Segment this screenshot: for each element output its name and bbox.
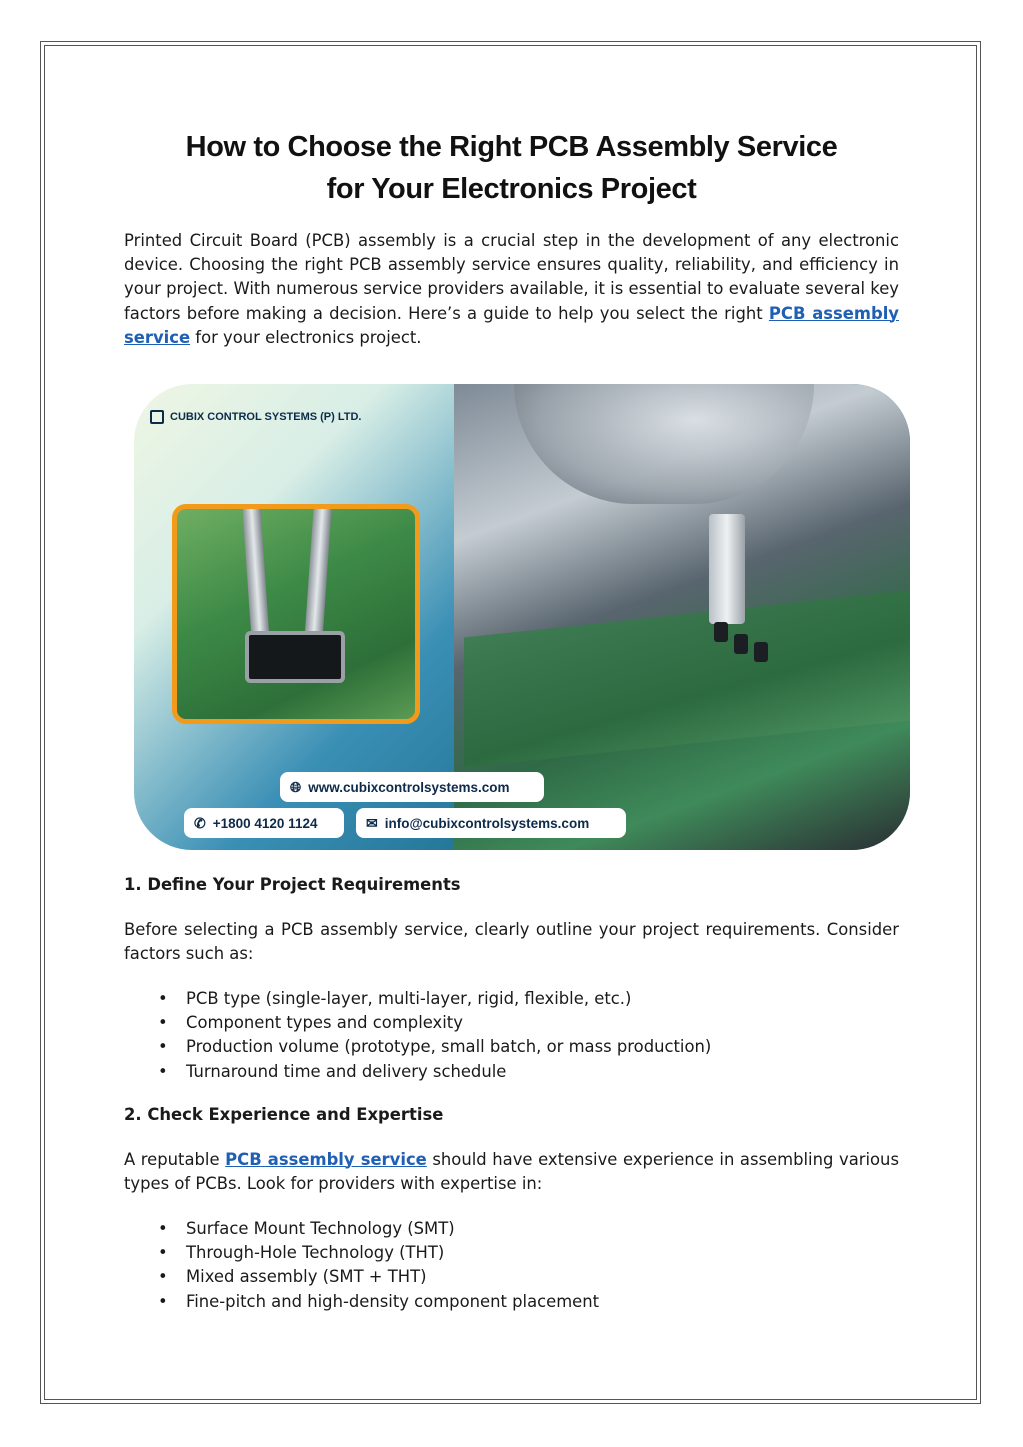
tweezer-arm [304,504,332,649]
section-1-heading: 1. Define Your Project Requirements [124,875,461,894]
capacitor [714,622,728,642]
section-2-intro: A reputable PCB assembly service should have extensive experience in assembling various types of PCBs. Look for providers with expertise in: [124,1150,899,1194]
tweezer-arm [242,504,270,649]
section-2-list [124,1217,899,1314]
mail-icon: ✉ [366,814,378,831]
section-1-list [124,987,899,1084]
company-name: CUBIX CONTROL SYSTEMS (P) LTD. [170,411,362,423]
tweezer-chip-photo [172,504,420,724]
email-badge [356,808,626,838]
pcb-assembly-service-link[interactable]: PCB assembly service [124,303,899,347]
intro-text: Printed Circuit Board (PCB) assembly is a crucial step in the development of any electronic device. Choosing the right PCB assembly service ensures quality, reliability, and efficiency in your project. With numerous service providers available, it is essential to evaluate several key factors before making a decision. Here’s a guide to help you select the right [124,231,899,323]
globe-icon: 🌐︎ [290,778,302,795]
phone-badge [184,808,344,838]
list-item: • Surface Mount Technology (SMT) [158,1219,455,1238]
capacitor [734,634,748,654]
website-text: www.cubixcontrolsystems.com [308,779,510,795]
section-1-intro: Before selecting a PCB assembly service, clearly outline your project requirements. Consider factors such as: [124,920,899,964]
promo-banner-image [134,384,910,850]
list-item: • Component types and complexity [158,1013,463,1033]
page-title [124,126,899,210]
placement-head [709,514,745,624]
intro-paragraph [124,229,899,350]
phone-icon: ✆ [194,814,206,831]
list-item: • Turnaround time and delivery schedule [158,1061,507,1081]
intro-text-end: for your electronics project. [190,327,422,347]
logo-mark-icon [150,410,164,424]
title-line-1: How to Choose the Right PCB Assembly Service [185,131,838,163]
phone-text: +1800 4120 1124 [212,815,318,831]
email-text: info@cubixcontrolsystems.com [384,815,590,831]
capacitor [754,642,768,662]
company-logo [150,410,362,424]
section-2-heading: 2. Check Experience and Expertise [124,1105,444,1124]
list-item: • Fine-pitch and high-density component placement [158,1291,600,1311]
website-badge [280,772,544,802]
pcb-assembly-service-link[interactable]: PCB assembly service [225,1150,427,1169]
ic-chip [249,635,341,679]
list-item: • PCB type (single-layer, multi-layer, rigid, flexible, etc.) [158,989,632,1008]
title-line-2: for Your Electronics Project [326,173,697,205]
list-item: • Production volume (prototype, small batch, or mass production) [158,1037,712,1057]
list-item: • Mixed assembly (SMT + THT) [158,1267,427,1287]
list-item: • Through-Hole Technology (THT) [158,1243,445,1263]
